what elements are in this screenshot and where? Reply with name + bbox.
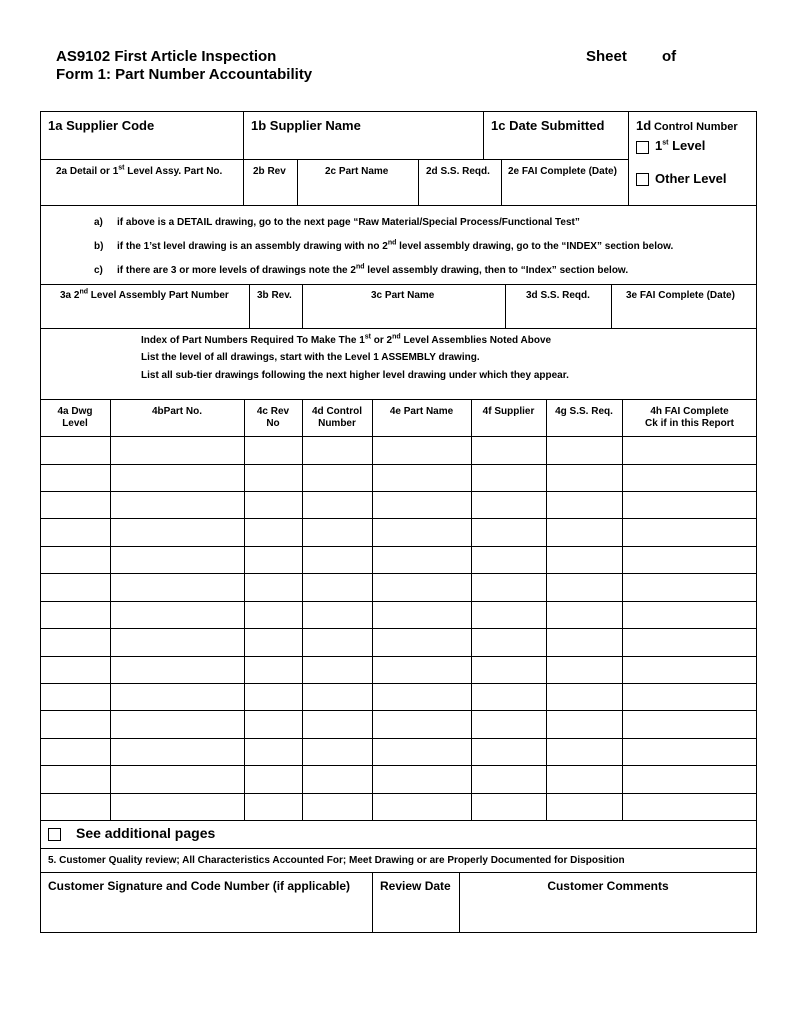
form-title-line2: Form 1: Part Number Accountability — [56, 66, 313, 83]
of-label: of — [662, 48, 677, 65]
index-line-1: Index of Part Numbers Required To Make The 1st or 2nd Level Assemblies Noted Above — [141, 333, 552, 346]
detail-part-label: 2a Detail or 1st Level Assy. Part No. — [56, 164, 223, 177]
assy-part-3a-label: 3a 2nd Level Assembly Part Number — [60, 288, 229, 301]
customer-signature-label: Customer Signature and Code Number (if applicable) — [48, 879, 351, 893]
supplier-name-label: 1b Supplier Name — [251, 118, 361, 133]
control-number-header: 4d Control Number — [312, 406, 362, 429]
ss-reqd-2d-label: 2d S.S. Reqd. — [426, 166, 490, 177]
supplier-code-label: 1a Supplier Code — [48, 118, 155, 133]
date-submitted-label: 1c Date Submitted — [491, 118, 605, 133]
rev-2b-label: 2b Rev — [253, 166, 286, 177]
form-frame — [40, 111, 757, 933]
first-level-label: 1st Level — [655, 138, 706, 153]
other-level-checkbox[interactable] — [636, 173, 649, 186]
sheet-label: Sheet — [586, 48, 627, 65]
part-name-header: 4e Part Name — [389, 406, 454, 417]
instruction-b-marker: b) — [94, 241, 104, 252]
instruction-a-text: if above is a DETAIL drawing, go to the next page “Raw Material/Special Process/Functional Test” — [117, 217, 580, 228]
form-title-line1: AS9102 First Article Inspection — [56, 48, 277, 65]
additional-pages-checkbox[interactable] — [48, 828, 61, 841]
rev-no-header: 4c Rev No — [256, 406, 290, 429]
fai-complete-3e-label: 3e FAI Complete (Date) — [626, 290, 735, 301]
ss-reqd-3d-label: 3d S.S. Reqd. — [526, 290, 590, 301]
part-name-3c-label: 3c Part Name — [371, 290, 435, 301]
rev-3b-label: 3b Rev. — [257, 290, 292, 301]
dwg-level-header: 4a Dwg Level — [57, 406, 93, 429]
fai-complete-header: 4h FAI Complete Ck if in this Report — [645, 406, 734, 429]
first-level-checkbox[interactable] — [636, 141, 649, 154]
other-level-label: Other Level — [655, 171, 727, 186]
instruction-b-text: if the 1’st level drawing is an assembly drawing with no 2nd level assembly drawing, go to the “INDEX” section below. — [117, 239, 674, 252]
instruction-c-marker: c) — [94, 265, 103, 276]
additional-pages-label: See additional pages — [76, 825, 216, 841]
review-date-label: Review Date — [380, 879, 451, 893]
instruction-a-marker: a) — [94, 217, 103, 228]
part-no-header: 4bPart No. — [151, 406, 202, 417]
customer-review-text: 5. Customer Quality review; All Characteristics Accounted For; Meet Drawing or are Properly Documented for Disposition — [48, 855, 625, 866]
instruction-c-text: if there are 3 or more levels of drawings note the 2nd level assembly drawing, then to “Index” section below. — [117, 263, 629, 276]
fai-complete-2e-label: 2e FAI Complete (Date) — [508, 166, 617, 177]
supplier-header: 4f Supplier — [482, 406, 535, 417]
index-line-2: List the level of all drawings, start with the Level 1 ASSEMBLY drawing. — [141, 352, 480, 363]
customer-comments-label: Customer Comments — [547, 879, 669, 893]
index-line-3: List all sub-tier drawings following the next higher level drawing under which they appear. — [141, 370, 569, 381]
control-number-label: 1d Control Number — [636, 118, 738, 133]
part-name-2c-label: 2c Part Name — [325, 166, 389, 177]
ss-req-header: 4g S.S. Req. — [555, 406, 613, 417]
